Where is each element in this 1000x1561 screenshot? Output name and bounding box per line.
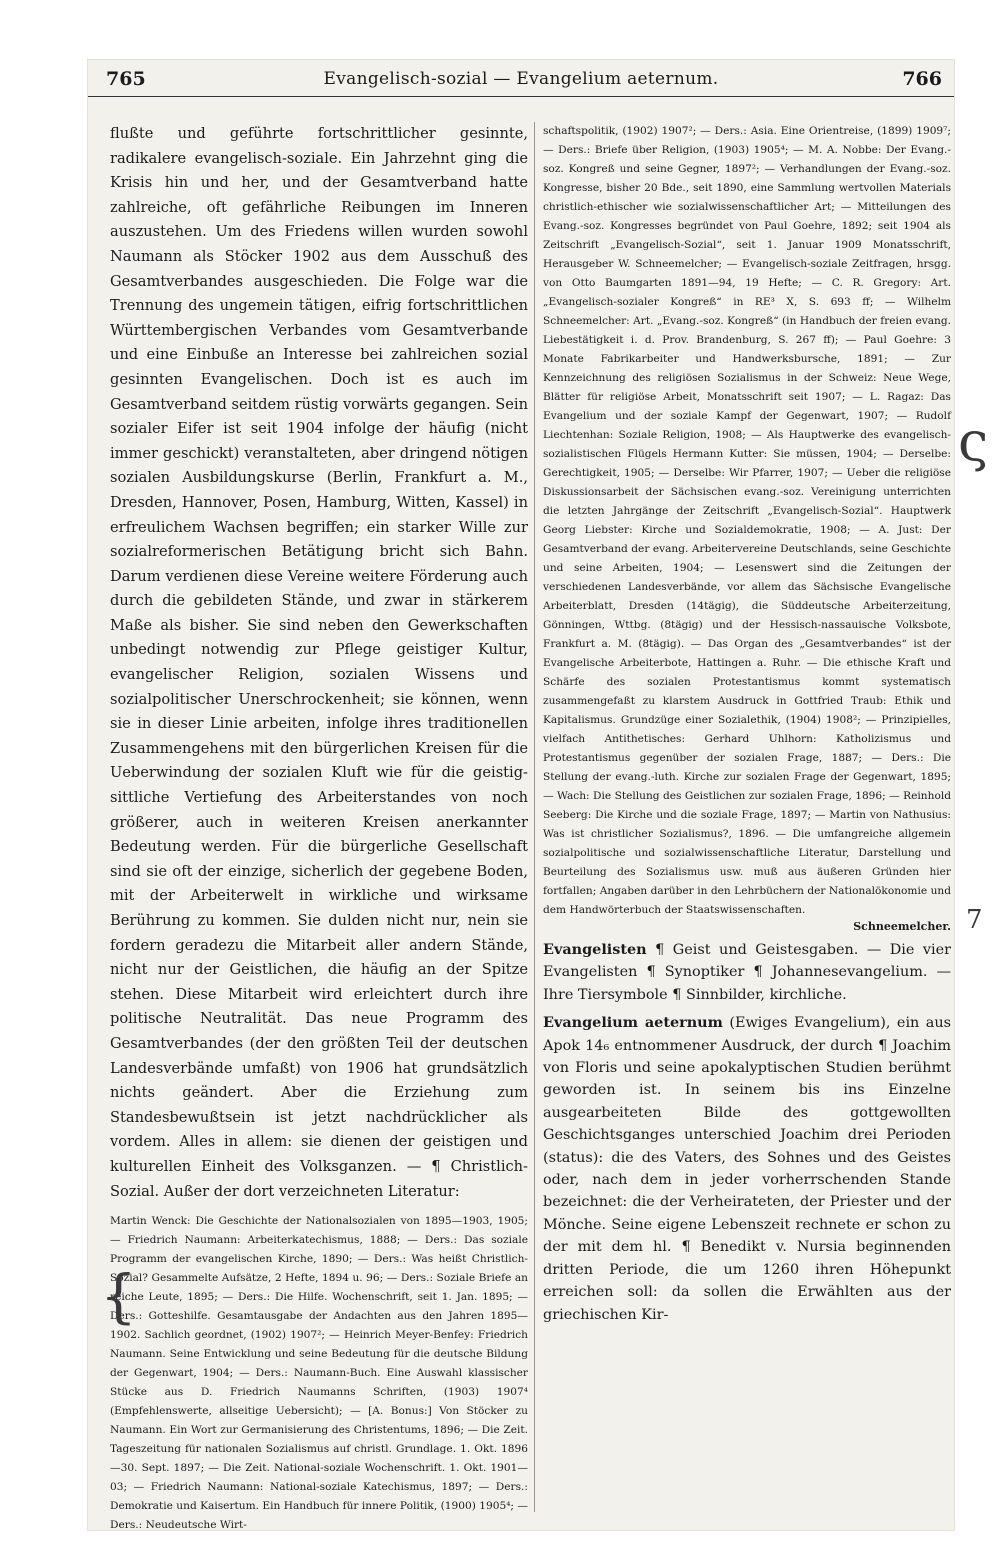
margin-pencil-mark: 7 (966, 905, 983, 935)
entry-evangelisten (543, 939, 951, 1006)
entry-evangelium-aeternum (543, 1012, 951, 1326)
margin-pencil-mark: ς (958, 410, 989, 473)
left-column (110, 122, 528, 1532)
margin-pencil-bracket: { (100, 1262, 137, 1330)
left-literature-list: Martin Wenck: Die Geschichte der Nationalsozialen von 1895—1903, 1905; — Friedrich Naumann: Arbeiterkatechismus, 1888; — Ders.: Das soziale Programm der evangelischen Kirche, 1890; — Ders.: Was heißt Christlich-Sozial? Gesammelte Aufsätze, 2 Hefte, 1894 u. 96; — Ders.: Soziale Briefe an reiche Leute, 1895; — Ders.: Die Hilfe. Wochenschrift, seit 1. Jan. 1895; — Ders.: Gotteshilfe. Gesamtausgabe der Andachten aus den Jahren 1895—1902. Sachlich geordnet, (1902) 1907²; — Heinrich Meyer-Benfey: Friedrich Naumann. Seine Entwicklung und seine Bedeutung für die deutsche Bildung der Gegenwart, 1904; — Ders.: Naumann-Buch. Eine Auswahl klassischer Stücke aus D. Friedrich Naumanns Schriften, (1903) 1907⁴ (Empfehlenswerte, allseitige Uebersicht); — [A. Bonus:] Von Stöcker zu Naumann. Ein Wort zur Germanisierung des Christentums, 1896; — Die Zeit. Tageszeitung für nationalen Sozialismus auf christl. Grundlage. 1. Okt. 1896—30. Sept. 1897; — Die Zeit. National-soziale Wochenschrift. 1. Okt. 1901—03; — Friedrich Naumann: National-soziale Katechismus, 1897; — Ders.: Demokratie und Kaisertum. Ein Handbuch für innere Politik, (1900) 1905⁴; — Ders.: Neudeutsche Wirt- (110, 1215, 528, 1532)
entry-evangelium-aeternum-head: Evangelium aeternum (543, 1014, 723, 1032)
running-title: Evangelisch-sozial — Evangelium aeternum. (323, 69, 719, 89)
entry-evangelisten-text: ¶ Geist und Geistesgaben. — Die vier Evangelisten ¶ Synoptiker ¶ Johannesevangelium. — Ihre Tiersymbole ¶ Sinnbilder, kirchliche. (543, 942, 951, 1003)
entry-evangelium-aeternum-text: (Ewiges Evangelium), ein aus Apok 14₆ entnommener Ausdruck, der durch ¶ Joachim von Floris und seine apokalyptischen Studien berühmt geworden ist. In seinem bis ins Einzelne ausgearbeiteten Bilde des gottgewollten Geschichtsganges unterschied Joachim drei Perioden (status): die des Vaters, des Sohnes und des Geistes oder, nach dem in jeder vorherrschenden Stande bezeichnet: die der Verheirateten, der Priester und der Mönche. Seine eigene Lebenszeit rechnete er schon zu der mit dem hl. ¶ Benedikt v. Nursia beginnenden dritten Periode, die um 1260 ihren Höhepunkt erreichen soll: da sollen die Erwählten aus der griechischen Kir- (543, 1015, 952, 1323)
left-page-number: 765 (106, 68, 146, 90)
column-divider (534, 122, 535, 1512)
left-body-text: flußte und geführte fortschrittlicher gesinnte, radikalere evangelisch-soziale. Ein Jahrzehnt ging die Krisis hin und her, und der Gesamtverband hatte zahlreiche, oft gefährliche Reibungen im Inneren auszustehen. Um des Friedens willen wurden sowohl Naumann als Stöcker 1902 aus dem Ausschuß des Gesamtverbandes ausgeschieden. Die Folge war die Trennung des ungemein tätigen, eifrig fortschrittlichen Württembergischen Verbandes vom Gesamtverbande und eine Einbuße an Interesse bei zahlreichen sozial gesinnten Evangelischen. Doch ist es auch im Gesamtverband seitdem rüstig vorwärts gegangen. Sein sozialer Eifer ist seit 1904 infolge der häufig (nicht immer geschickt) veranstalteten, aber dringend nötigen sozialen Ausbildungskurse (Berlin, Frankfurt a. M., Dresden, Hannover, Posen, Hamburg, Witten, Kassel) in erfreulichem Wachsen begriffen; ein starker Wille zur sozialreformerischen Betätigung bricht sich Bahn. Darum verdienen diese Vereine weitere Förderung auch durch die gebildeten Stände, und zwar in stärkerem Maße als bisher. Sie sind neben den Gewerkschaften unbedingt notwendig zur Pflege geistiger Kultur, evangelischer Religion, sozialen Wissens und sozialpolitischer Unerschrockenheit; sie können, wenn sie in dieser Linie arbeiten, infolge ihres traditionellen Zusammengehens mit den bürgerlichen Kreisen für die Ueberwindung der sozialen Kluft wie für die geistig-sittliche Vertiefung des Arbeiterstandes von noch größerer, auch in weiteren Kreisen anerkannter Bedeutung werden. Für die bürgerliche Gesellschaft sind sie oft der einzige, sicherlich der gegebene Boden, mit der Arbeiterwelt in wirkliche und wirksame Berührung zu kommen. Sie dulden nicht nur, nein sie fordern geradezu die Mitarbeit aller andern Stände, nicht nur der Geistlichen, die häufig an der Spitze stehen. Diese Mitarbeit wird erleichtert durch ihre politische Neutralität. Das neue Programm des Gesamtverbandes (der den größten Teil der deutschen Landesverbände umfaßt) von 1906 hat grundsätzlich nichts geändert. Aber die Erziehung zum Standesbewußtsein ist jetzt nachdrücklicher als vordem. Alles in allem: sie dienen der geistigen und kulturellen Einheit des Volksganzen. — ¶ Christlich-Sozial. Außer der dort verzeichneten Literatur: (110, 125, 528, 1200)
entry-evangelisten-head: Evangelisten (543, 941, 647, 958)
book-page (88, 60, 954, 1530)
right-column (543, 122, 951, 1517)
author-signature: Schneemelcher. (853, 920, 951, 933)
right-page-number: 766 (902, 68, 942, 90)
page-header (88, 60, 954, 97)
right-literature-list: schaftspolitik, (1902) 1907²; — Ders.: Asia. Eine Orientreise, (1899) 1909⁷; — Ders.: Briefe über Religion, (1903) 1905⁴; — M. A. Nobbe: Der Evang.-soz. Kongreß und seine Gegner, 1897²; — Verhandlungen der Evang.-soz. Kongresse, bisher 20 Bde., seit 1890, eine Sammlung wertvollen Materials christlich-ethischer wie sozialwissenschaftlicher Art; — Mitteilungen des Evang.-soz. Kongresses begründet von Paul Goehre, 1892; seit 1904 als Zeitschrift „Evangelisch-Sozial“, seit 1. Januar 1909 Monatsschrift, Herausgeber W. Schneemelcher; — Evangelisch-soziale Zeitfragen, hrsgg. von Otto Baumgarten 1891—94, 19 Hefte; — C. R. Gregory: Art. „Evangelisch-sozialer Kongreß“ in RE³ X, S. 693 ff; — Wilhelm Schneemelcher: Art. „Evang.-soz. Kongreß“ (in Handbuch der freien evang. Liebestätigkeit i. d. Prov. Brandenburg, S. 267 ff); — Paul Goehre: 3 Monate Fabrikarbeiter und Handwerksbursche, 1891; — Zur Kennzeichnung des religiösen Sozialismus in der Schweiz: Neue Wege, Blätter für religiöse Arbeit, Monatsschrift seit 1907; — L. Ragaz: Das Evangelium und der soziale Kampf der Gegenwart, 1907; — Rudolf Liechtenhan: Soziale Religion, 1908; — Als Hauptwerke des evangelisch-sozialistischen Flügels Hermann Kutter: Sie müssen, 1904; — Derselbe: Gerechtigkeit, 1905; — Derselbe: Wir Pfarrer, 1907; — Ueber die religiöse Diskussionsarbeit der Sächsischen evang.-soz. Vereinigung unterrichten die letzten Jahrgänge der Zeitschrift „Evangelisch-Sozial“. Hauptwerk Georg Liebster: Kirche und Sozialdemokratie, 1908; — A. Just: Der Gesamtverband der evang. Arbeitervereine Deutschlands, seine Geschichte und seine Arbeiten, 1904; — Lesenswert sind die Zeitungen der verschiedenen Landesverbände, vor allem das Sächsische Evangelische Arbeiterblatt, Dresden (14tägig), die Süddeutsche Arbeiterzeitung, Gönningen, Wttbg. (8tägig) und der Hessisch-nassauische Volksbote, Frankfurt a. M. (8tägig). — Das Organ des „Gesamtverbandes“ ist der Evangelische Arbeiterbote, Hattingen a. Ruhr. — Die ethische Kraft und Schärfe des sozialen Protestantismus kommt systematisch zusammengefaßt zu klarstem Ausdruck in Gottfried Traub: Ethik und Kapitalismus. Grundzüge einer Sozialethik, (1904) 1908²; — Prinzipielles, vielfach Antithetisches: Gerhard Uhlhorn: Katholizismus und Protestantismus gegenüber der sozialen Frage, 1887; — Ders.: Die Stellung der evang.-luth. Kirche zur sozialen Frage der Gegenwart, 1895; — Wach: Die Stellung des Geistlichen zur sozialen Frage, 1896; — Reinhold Seeberg: Die Kirche und die soziale Frage, 1897; — Martin von Nathusius: Was ist christlicher Sozialismus?, 1896. — Die umfangreiche allgemein sozialpolitische und sozialwissenschaftliche Literatur, Darstellung und Beurteilung des Sozialismus usw. muß aus äußeren Gründen hier fortfallen; Angaben darüber in den Lehrbüchern der Nationalökonomie und dem Handwörterbuch der Staatswissenschaften. (543, 125, 951, 916)
